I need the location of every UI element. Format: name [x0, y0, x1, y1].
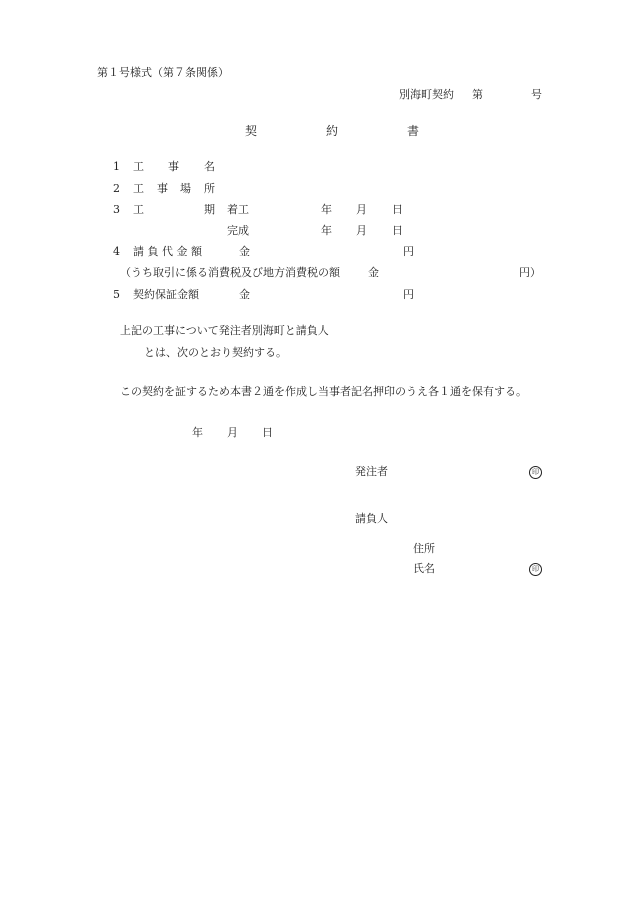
complete-day: 日 — [392, 224, 403, 237]
item-1-char-3: 名 — [204, 160, 215, 173]
title-char-2: 約 — [326, 124, 339, 138]
item-5-yen: 円 — [403, 288, 414, 301]
start-month: 月 — [356, 203, 367, 216]
date-month: 月 — [227, 426, 238, 439]
complete-month: 月 — [356, 224, 367, 237]
item-3-char-1: 工 — [133, 203, 144, 216]
complete-year: 年 — [321, 224, 332, 237]
start-day: 日 — [392, 203, 403, 216]
item-4-number: 4 — [113, 245, 120, 258]
contract-number-prefix: 別海町契約 — [399, 88, 454, 101]
contractor-seal-mark: 印 — [529, 563, 542, 576]
contract-number-dai: 第 — [472, 88, 483, 101]
tax-yen: 円） — [519, 266, 541, 279]
tax-label: （うち取引に係る消費税及び地方消費税の額 — [120, 266, 340, 279]
item-1-number: 1 — [113, 160, 120, 173]
complete-label: 完成 — [227, 224, 249, 237]
item-4-kin: 金 — [239, 245, 250, 258]
item-5-number: 5 — [113, 288, 120, 301]
item-1-char-1: 工 — [133, 160, 144, 173]
start-year: 年 — [321, 203, 332, 216]
orderer-label: 発注者 — [355, 465, 388, 478]
body-line-3: この契約を証するため本書２通を作成し当事者記名押印のうえ各１通を保有する。 — [120, 385, 527, 398]
address-label: 住所 — [413, 542, 435, 555]
item-3-number: 3 — [113, 203, 120, 216]
body-line-1: 上記の工事について発注者別海町と請負人 — [120, 324, 329, 337]
item-2-char-3: 場 — [180, 182, 191, 195]
contractor-label: 請負人 — [355, 512, 388, 525]
item-2-char-1: 工 — [133, 182, 144, 195]
contract-number-go: 号 — [531, 88, 542, 101]
item-2-number: 2 — [113, 182, 120, 195]
date-day: 日 — [262, 426, 273, 439]
item-4-yen: 円 — [403, 245, 414, 258]
tax-kin: 金 — [368, 266, 379, 279]
item-5-kin: 金 — [239, 288, 250, 301]
date-year: 年 — [192, 426, 203, 439]
item-1-char-2: 事 — [168, 160, 179, 173]
form-label: 第１号様式（第７条関係） — [97, 66, 229, 79]
orderer-seal-mark: 印 — [529, 466, 542, 479]
item-5-label: 契約保証金額 — [133, 288, 199, 301]
item-2-char-4: 所 — [204, 182, 215, 195]
item-2-char-2: 事 — [157, 182, 168, 195]
name-label: 氏名 — [413, 562, 435, 575]
title-char-1: 契 — [245, 124, 258, 138]
title-char-3: 書 — [407, 124, 420, 138]
body-line-2: とは、次のとおり契約する。 — [144, 346, 287, 359]
start-label: 着工 — [227, 203, 249, 216]
item-3-char-2: 期 — [204, 203, 215, 216]
item-4-label: 請 負 代 金 額 — [133, 245, 202, 258]
